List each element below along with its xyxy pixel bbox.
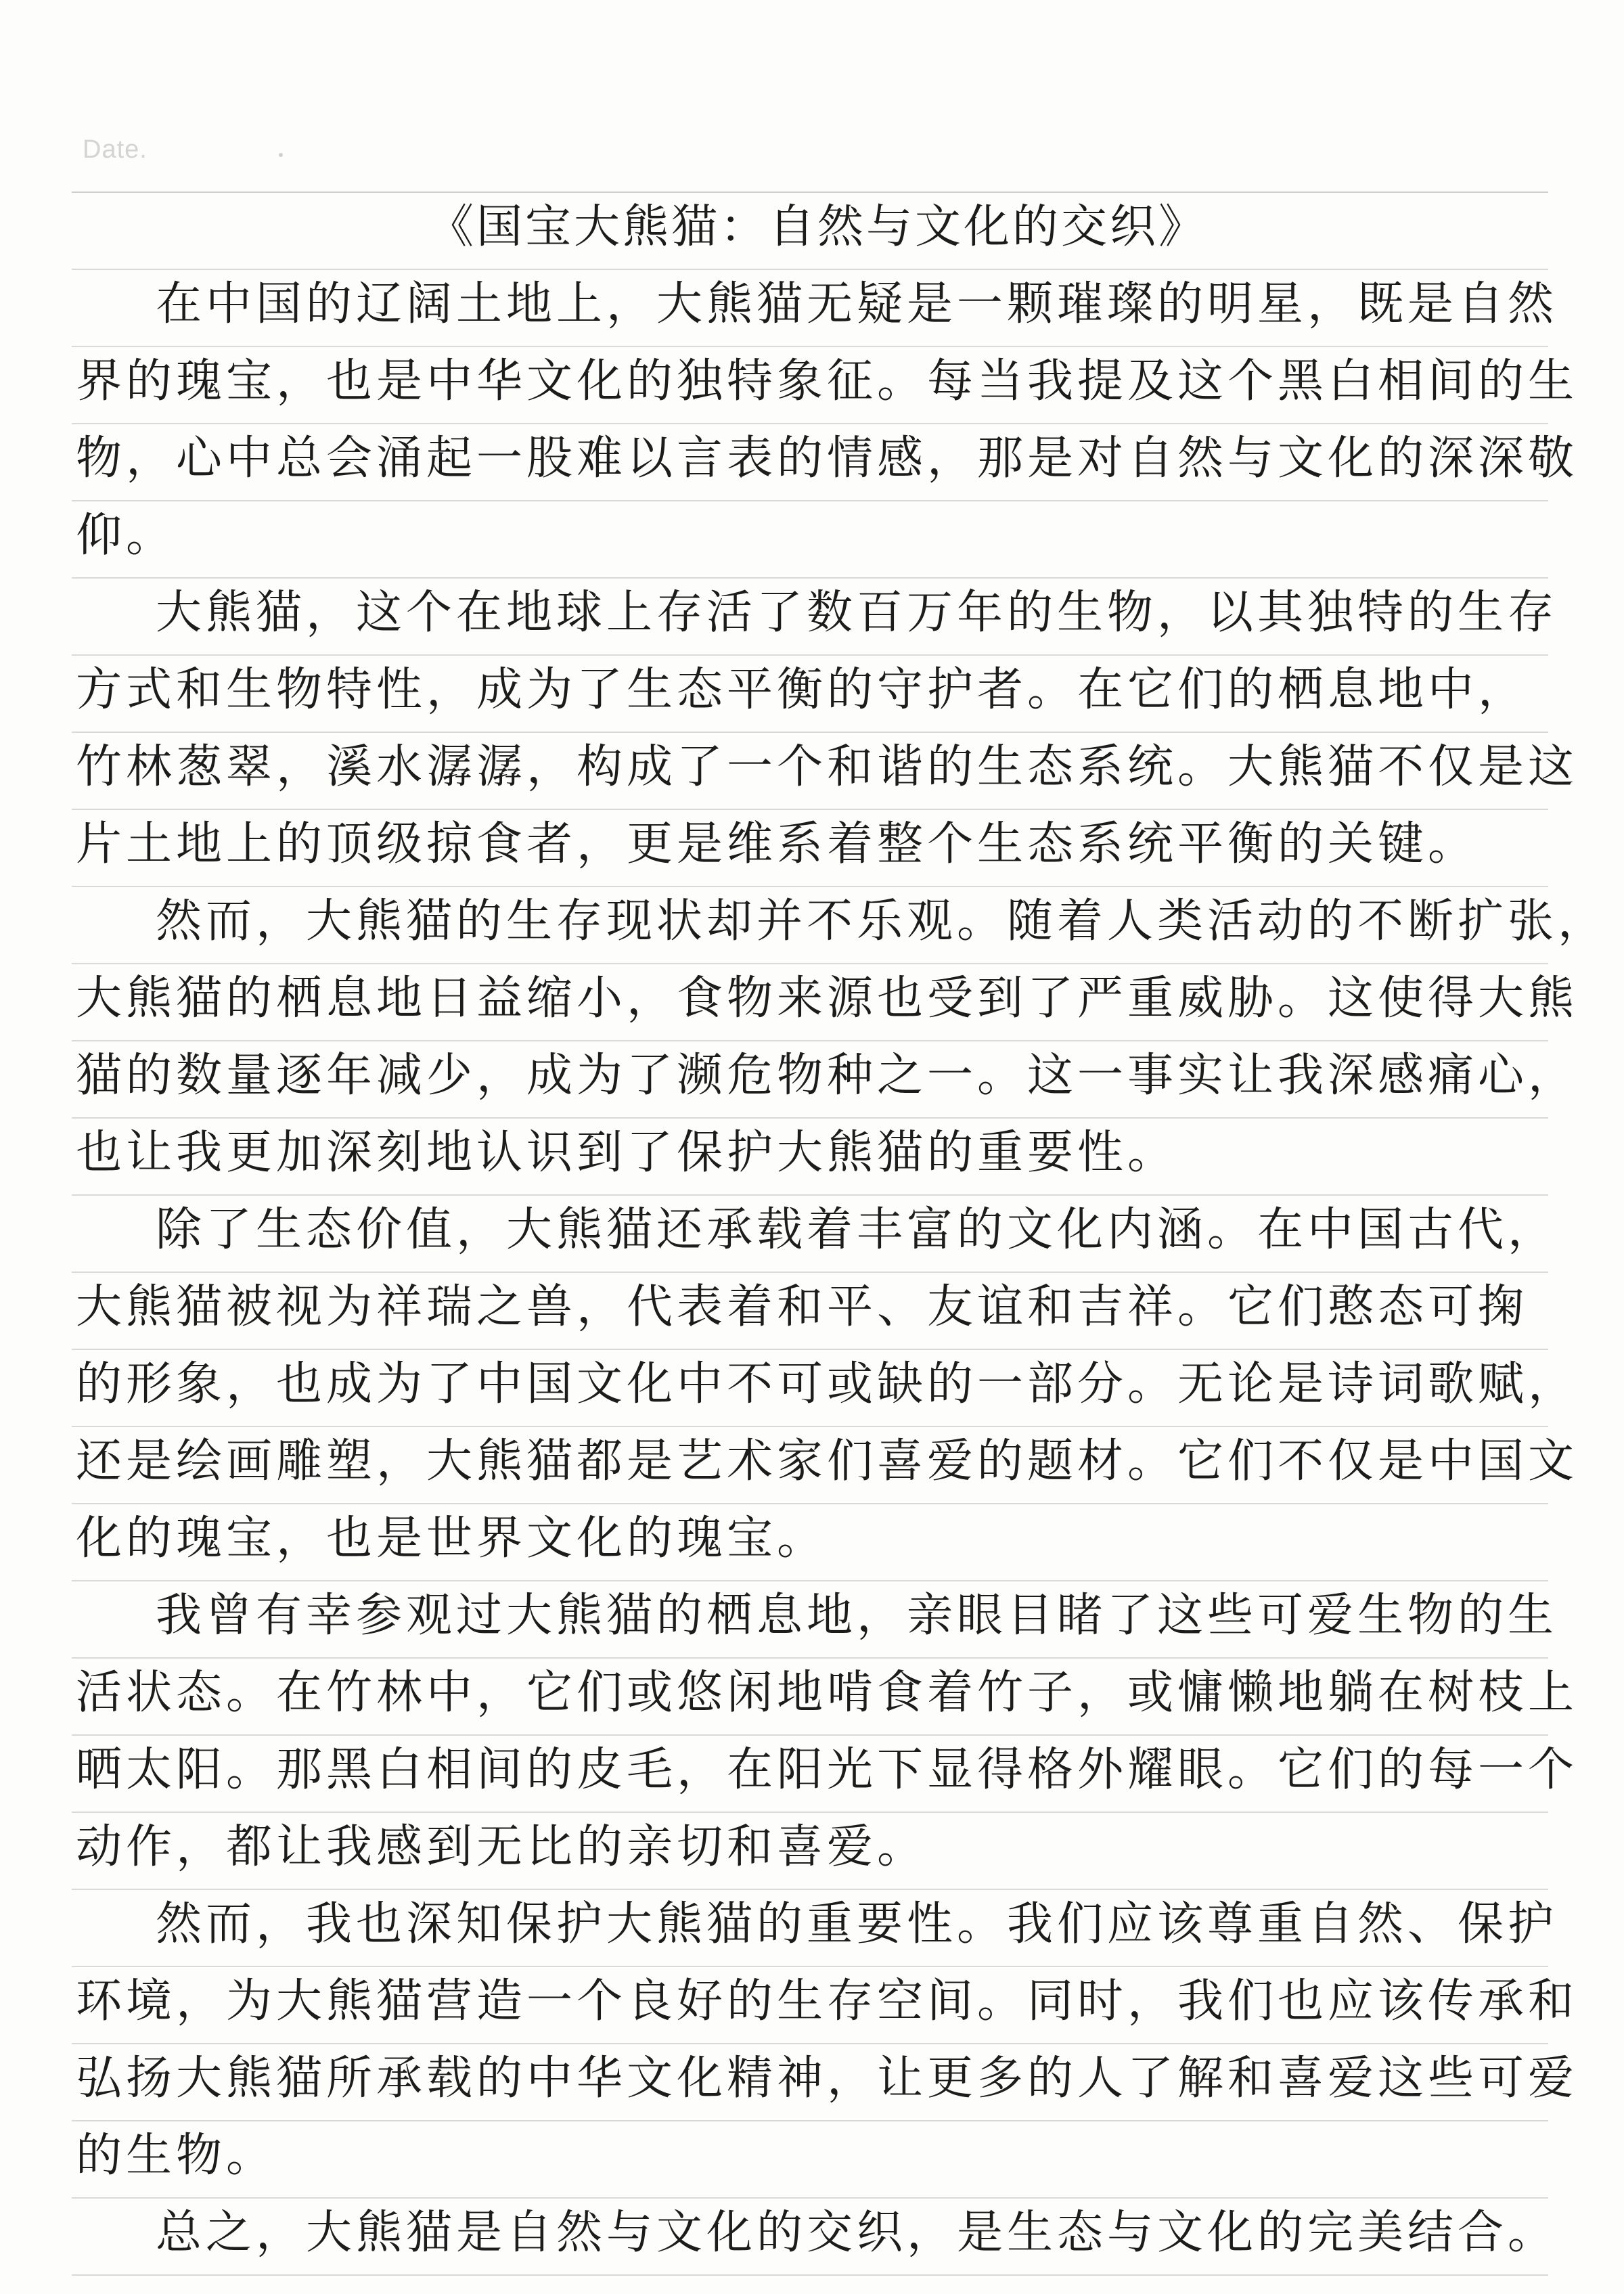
ruled-line <box>72 269 1548 270</box>
ruled-line <box>72 1426 1548 1427</box>
ruled-line <box>72 1272 1548 1273</box>
essay-line: 仰。 <box>76 509 177 562</box>
essay-line: 方式和生物特性，成为了生态平衡的守护者。在它们的栖息地中， <box>76 663 1529 717</box>
ruled-line <box>72 2043 1548 2044</box>
ruled-line <box>72 1040 1548 1041</box>
essay-line: 化的瑰宝，也是世界文化的瑰宝。 <box>76 1512 828 1565</box>
essay-line: 晒太阳。那黑白相间的皮毛，在阳光下显得格外耀眼。它们的每一个 <box>76 1743 1579 1797</box>
ruled-line <box>72 1966 1548 1967</box>
ruled-line <box>72 654 1548 656</box>
essay-line: 然而，我也深知保护大熊猫的重要性。我们应该尊重自然、保护 <box>156 1897 1558 1951</box>
essay-line: 动作，都让我感到无比的亲切和喜爱。 <box>76 1820 928 1874</box>
essay-line: 然而，大熊猫的生存现状却并不乐观。随着人类活动的不断扩张， <box>156 895 1608 948</box>
essay-line: 也让我更加深刻地认识到了保护大熊猫的重要性。 <box>76 1126 1178 1179</box>
ruled-line <box>72 346 1548 347</box>
ruled-line <box>72 1194 1548 1196</box>
ruled-line <box>72 1503 1548 1504</box>
essay-line: 物，心中总会涌起一股难以言表的情感，那是对自然与文化的深深敬 <box>76 432 1579 485</box>
ruled-line <box>72 963 1548 964</box>
essay-line: 竹林葱翠，溪水潺潺，构成了一个和谐的生态系统。大熊猫不仅是这 <box>76 740 1579 794</box>
ruled-line <box>72 2274 1548 2276</box>
ruled-line <box>72 192 1548 193</box>
ruled-line <box>72 1580 1548 1581</box>
essay-line: 弘扬大熊猫所承载的中华文化精神，让更多的人了解和喜爱这些可爱 <box>76 2052 1579 2105</box>
ruled-line <box>72 1812 1548 1813</box>
essay-line: 环境，为大熊猫营造一个良好的生存空间。同时，我们也应该传承和 <box>76 1975 1579 2028</box>
essay-line: 总之，大熊猫是自然与文化的交织，是生态与文化的完美结合。 <box>156 2206 1558 2259</box>
essay-line: 大熊猫，这个在地球上存活了数百万年的生物，以其独特的生存 <box>156 586 1558 639</box>
ruled-line <box>72 1117 1548 1119</box>
ruled-line <box>72 1349 1548 1350</box>
essay-line: 的生物。 <box>76 2129 277 2182</box>
ruled-line <box>72 1657 1548 1659</box>
essay-line: 除了生态价值，大熊猫还承载着丰富的文化内涵。在中国古代， <box>156 1203 1558 1257</box>
essay-line: 猫的数量逐年减少，成为了濒危物种之一。这一事实让我深感痛心， <box>76 1049 1579 1102</box>
ruled-line <box>72 732 1548 733</box>
essay-line: 大熊猫被视为祥瑞之兽，代表着和平、友谊和吉祥。它们憨态可掬 <box>76 1280 1529 1334</box>
ruled-line <box>72 809 1548 810</box>
ruled-line <box>72 577 1548 579</box>
ruled-line <box>72 2120 1548 2121</box>
ruled-line <box>72 500 1548 501</box>
essay-line: 还是绘画雕塑，大熊猫都是艺术家们喜爱的题材。它们不仅是中国文 <box>76 1435 1579 1488</box>
ruled-line <box>72 1734 1548 1736</box>
essay-title: 《国宝大熊猫：自然与文化的交织》 <box>428 200 1208 254</box>
ruled-line <box>72 1889 1548 1890</box>
essay-line: 我曾有幸参观过大熊猫的栖息地，亲眼目睹了这些可爱生物的生 <box>156 1589 1558 1642</box>
essay-line: 界的瑰宝，也是中华文化的独特象征。每当我提及这个黑白相间的生 <box>76 355 1579 408</box>
ruled-line <box>72 2197 1548 2199</box>
date-label: Date. <box>83 135 148 164</box>
essay-line: 大熊猫的栖息地日益缩小，食物来源也受到了严重威胁。这使得大熊 <box>76 972 1579 1025</box>
essay-line: 在中国的辽阔土地上，大熊猫无疑是一颗璀璨的明星，既是自然 <box>156 277 1558 331</box>
essay-line: 活状态。在竹林中，它们或悠闲地啃食着竹子，或慵懒地躺在树枝上 <box>76 1666 1579 1719</box>
essay-line: 的形象，也成为了中国文化中不可或缺的一部分。无论是诗词歌赋， <box>76 1357 1579 1411</box>
ruled-line <box>72 423 1548 424</box>
ruled-line <box>72 886 1548 887</box>
essay-line: 片土地上的顶级掠食者，更是维系着整个生态系统平衡的关键。 <box>76 817 1479 871</box>
